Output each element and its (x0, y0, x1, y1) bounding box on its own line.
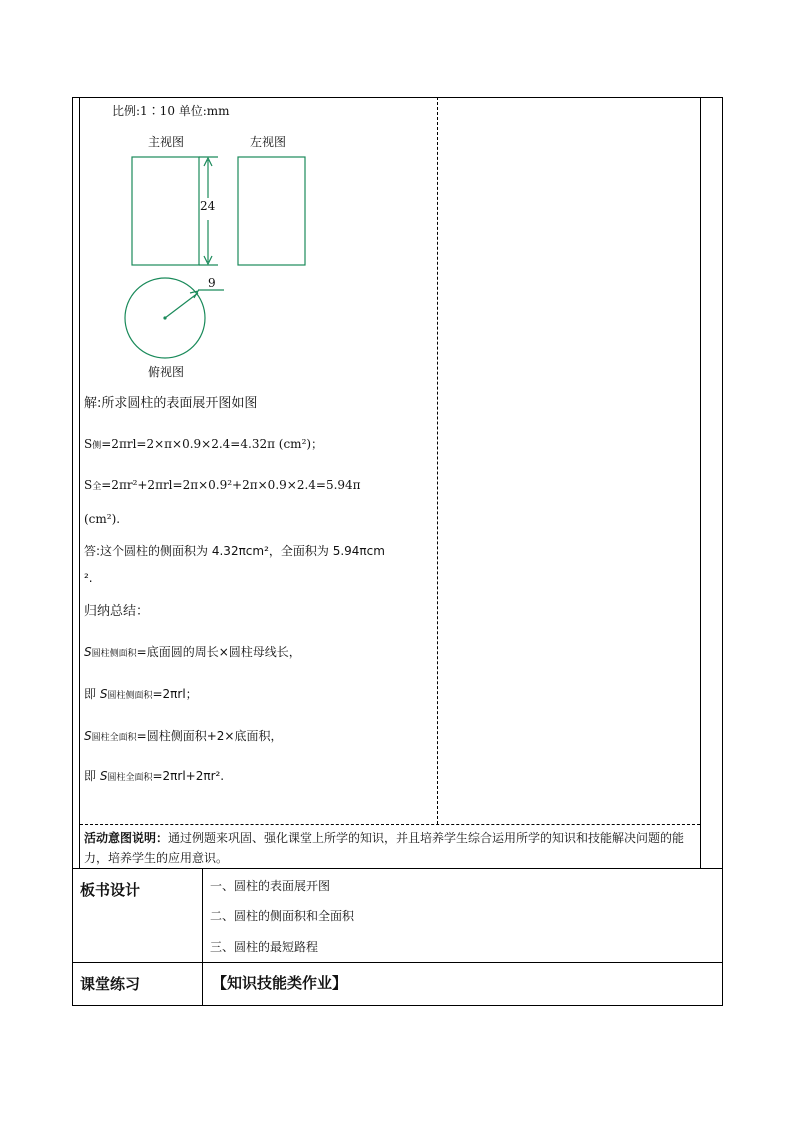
formula-total-definition (84, 728, 282, 746)
lateral-s: S (84, 437, 93, 451)
height-dimension-text: 24 (200, 199, 216, 213)
f2-rest: =2πrl； (152, 687, 198, 701)
solution-intro: 解:所求圆柱的表面展开图如图 (84, 396, 258, 411)
formula-lateral-definition (84, 644, 301, 662)
total-s: S (84, 478, 93, 492)
answer-line-1: 答:这个圆柱的侧面积为 4.32πcm²，全面积为 5.94πcm (84, 544, 385, 558)
board-item-1: 一、圆柱的表面展开图 (210, 879, 331, 893)
f4-s: S (99, 769, 108, 783)
formula-total (84, 768, 224, 786)
activity-intent-note (84, 828, 696, 868)
row-divider-dashed (80, 824, 700, 825)
scale-note: 比例:1∶10 单位:mm (112, 104, 230, 118)
f2-pre: 即 (84, 687, 100, 701)
lateral-sub: 侧 (92, 441, 102, 451)
board-item-2: 二、圆柱的侧面积和全面积 (210, 909, 355, 923)
activity-intent-text: 通过例题来巩固、强化课堂上所学的知识，并且培养学生综合运用所学的知识和技能解决问题的能力，培养学生的应用意识。 (84, 831, 685, 865)
board-row-top-border (72, 868, 723, 869)
top-view-label: 俯视图 (148, 365, 185, 379)
f3-s: S (84, 729, 92, 743)
table-bottom-border (72, 1005, 723, 1006)
f3-rest: =圆柱侧面积+2×底面积， (136, 729, 283, 743)
f1-sub: 圆柱侧面积 (91, 649, 137, 659)
lateral-expression: =2πrl=2×π×0.9×2.4=4.32π (cm²)； (101, 437, 324, 451)
circle-center-dot (163, 316, 166, 319)
practice-content: 【知识技能类作业】 (212, 974, 348, 992)
f4-sub: 圆柱全面积 (107, 773, 153, 783)
f4-pre: 即 (84, 769, 100, 783)
front-view-label: 主视图 (148, 135, 185, 149)
column-divider-dashed (437, 97, 438, 824)
left-view-rect (238, 157, 305, 265)
practice-label: 课堂练习 (80, 975, 141, 993)
total-sub: 全 (92, 482, 102, 492)
f1-rest: =底面圆的周长×圆柱母线长， (136, 645, 301, 659)
radius-dimension-text: 9 (208, 276, 216, 290)
inner-left-border (79, 97, 80, 868)
summary-title: 归纳总结： (84, 604, 150, 619)
table-top-border (72, 97, 723, 98)
f3-sub: 圆柱全面积 (91, 733, 137, 743)
inner-right-border (700, 97, 701, 868)
f2-s: S (99, 687, 108, 701)
three-view-drawing (110, 150, 350, 365)
lateral-area-formula (84, 436, 323, 454)
total-area-unit: (cm²). (84, 512, 121, 526)
f2-sub: 圆柱侧面积 (107, 691, 153, 701)
activity-intent-label: 活动意图说明： (84, 831, 169, 845)
formula-lateral (84, 686, 198, 704)
left-view-label: 左视图 (250, 135, 287, 149)
front-view-rect (132, 157, 199, 265)
total-area-formula (84, 477, 361, 495)
board-design-label: 板书设计 (80, 881, 141, 899)
board-item-3: 三、圆柱的最短路程 (210, 940, 319, 954)
radius-dimension-line (165, 293, 198, 318)
label-column-divider (202, 868, 203, 1005)
total-expression: =2πr²+2πrl=2π×0.9²+2π×0.9×2.4=5.94π (101, 478, 361, 492)
f1-s: S (84, 645, 92, 659)
answer-line-2: ². (84, 571, 93, 585)
practice-row-top-border (72, 962, 723, 963)
f4-rest: =2πrl+2πr². (152, 769, 225, 783)
